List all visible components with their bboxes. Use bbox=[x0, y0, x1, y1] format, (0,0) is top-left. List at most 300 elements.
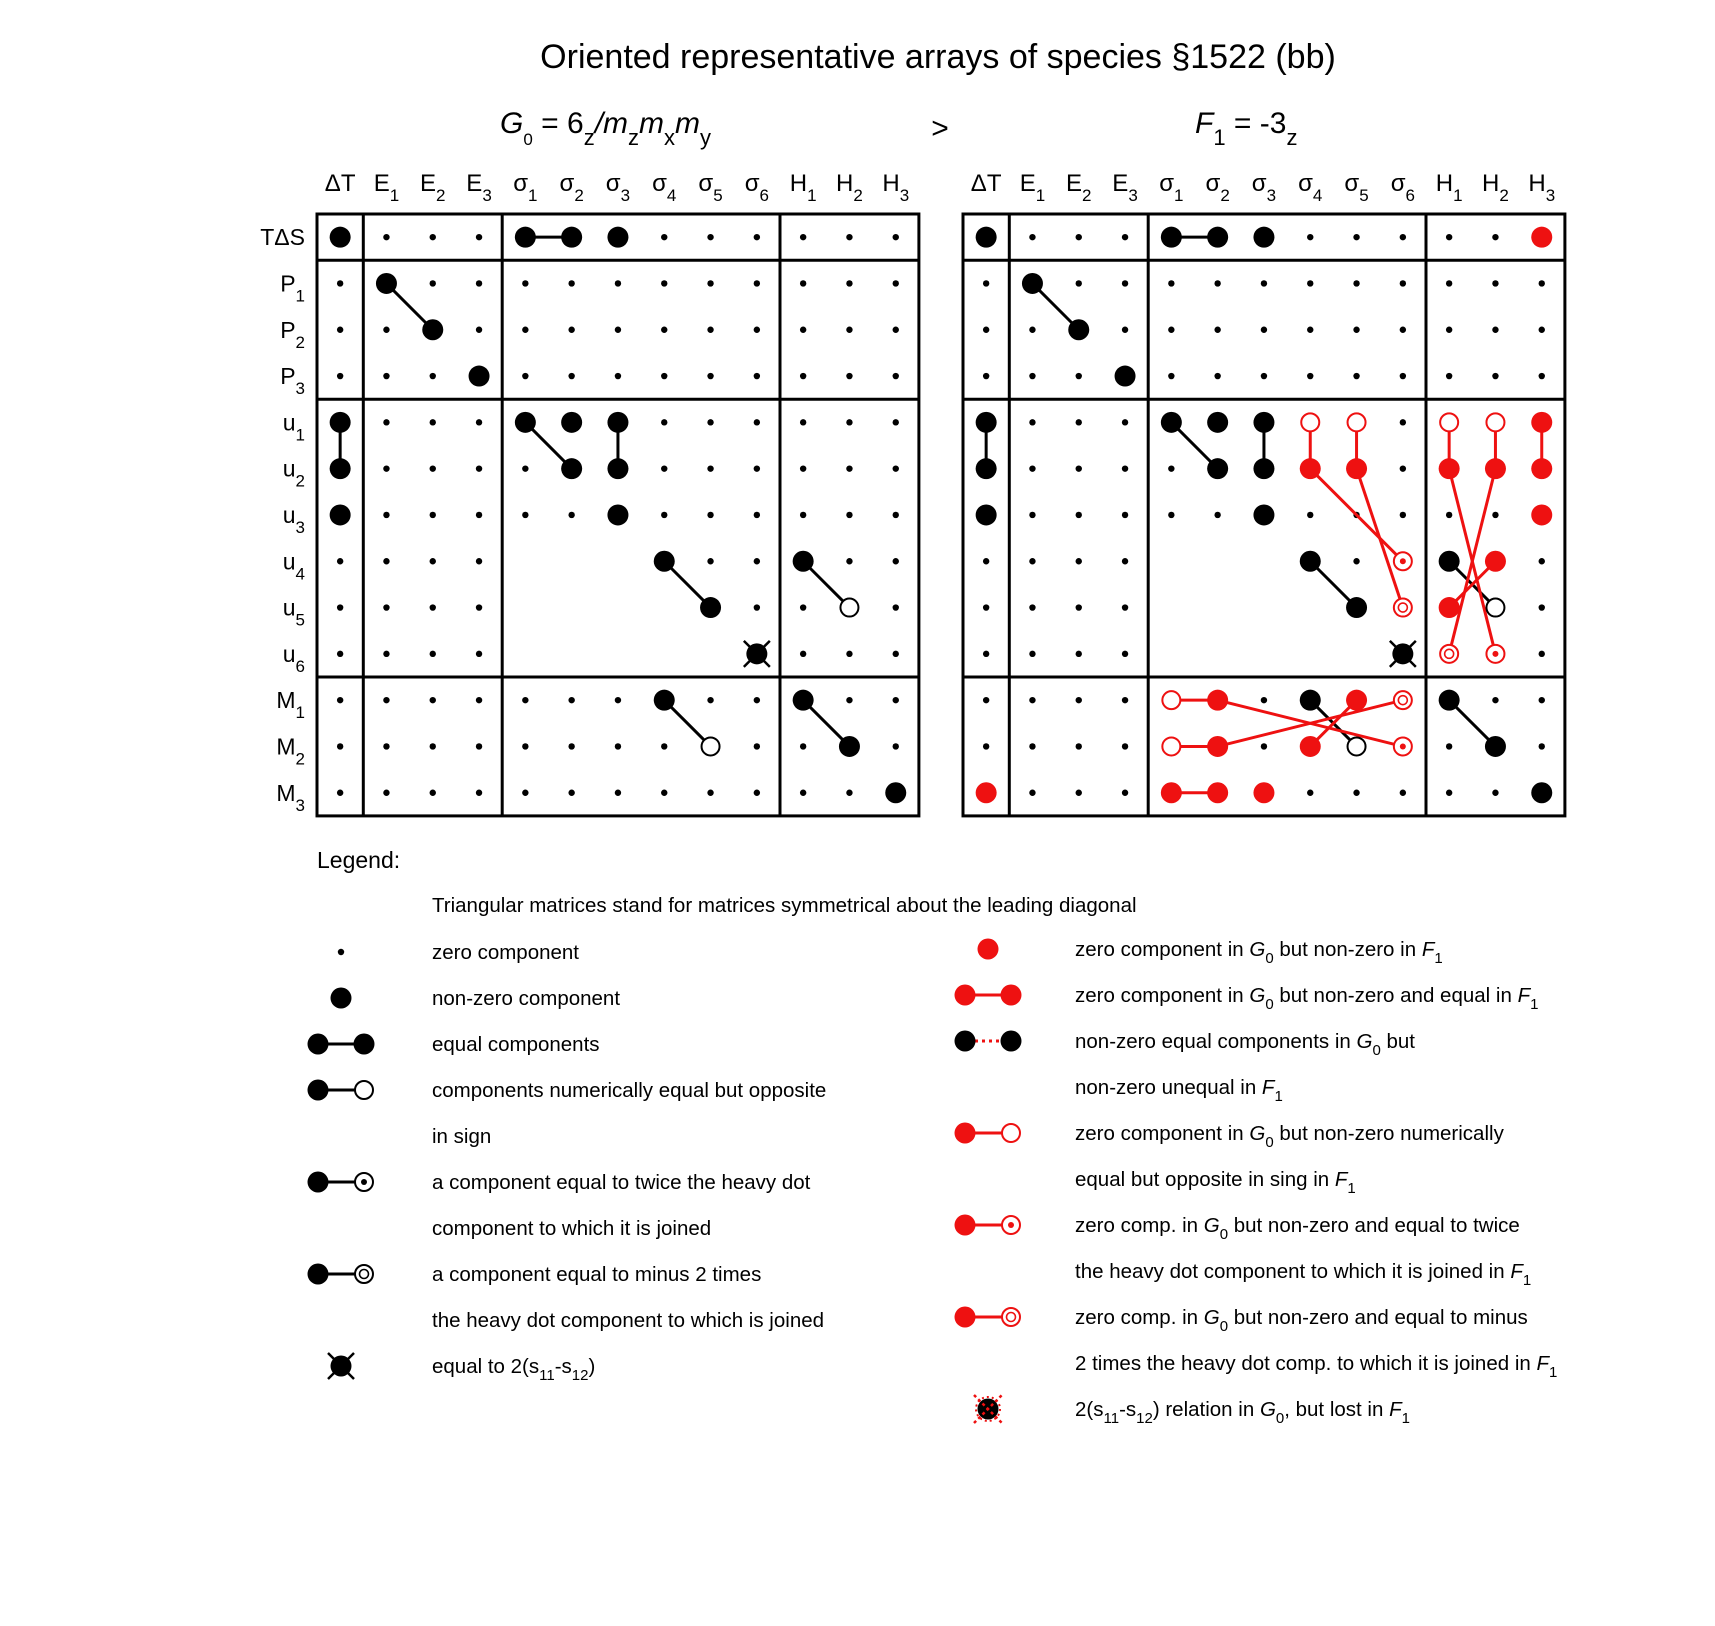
row-header-sub: 3 bbox=[295, 379, 305, 399]
nonzero-dot bbox=[515, 412, 536, 433]
red-nonzero-dot bbox=[976, 782, 997, 803]
heading-g-z2: z bbox=[628, 125, 640, 150]
zero-dot bbox=[800, 604, 806, 610]
zero-dot bbox=[476, 651, 482, 657]
zero-dot bbox=[1029, 465, 1035, 471]
column-header bbox=[698, 170, 722, 205]
zero-dot bbox=[1076, 419, 1082, 425]
nonzero-dot bbox=[793, 690, 814, 711]
zero-dot bbox=[522, 280, 528, 286]
column-header-base: σ bbox=[1298, 170, 1313, 197]
zero-dot bbox=[568, 743, 574, 749]
row-header-base: M bbox=[276, 687, 296, 714]
red-link bbox=[1357, 469, 1403, 608]
zero-dot bbox=[754, 280, 760, 286]
legend-line bbox=[1075, 1352, 1557, 1381]
legend-text: G bbox=[1259, 1398, 1276, 1421]
row-header-base: M bbox=[276, 779, 296, 806]
legend-subscript: 0 bbox=[1219, 1318, 1229, 1335]
legend-note: Triangular matrices stand for matrices symmetrical about the leading diagonal bbox=[432, 894, 1137, 917]
nonzero-dot bbox=[607, 458, 628, 479]
legend-line bbox=[1075, 1260, 1531, 1289]
zero-dot bbox=[476, 512, 482, 518]
zero-dot bbox=[1261, 743, 1267, 749]
legend-line bbox=[1075, 1306, 1528, 1335]
zero-dot bbox=[476, 743, 482, 749]
legend-text: s bbox=[1125, 1398, 1137, 1421]
legend-text: G bbox=[1249, 1122, 1266, 1145]
legend-text: s bbox=[561, 1355, 572, 1378]
zero-dot bbox=[1261, 697, 1267, 703]
zero-dot bbox=[522, 743, 528, 749]
nonzero-dot bbox=[330, 458, 351, 479]
row-header-base: u bbox=[282, 501, 296, 528]
nonzero-dot bbox=[330, 504, 351, 525]
legend bbox=[308, 847, 1558, 1427]
zero-dot bbox=[893, 558, 899, 564]
legend-text: G bbox=[1249, 984, 1266, 1007]
zero-dot bbox=[522, 512, 528, 518]
column-header bbox=[1020, 170, 1045, 205]
column-header bbox=[1112, 170, 1137, 205]
zero-dot bbox=[1168, 280, 1174, 286]
zero-dot bbox=[1029, 373, 1035, 379]
zero-dot bbox=[1029, 790, 1035, 796]
legend-text: s bbox=[528, 1355, 540, 1378]
red-twice-center bbox=[1400, 558, 1406, 564]
array-f1 bbox=[963, 170, 1565, 816]
column-header-base: σ bbox=[1205, 170, 1221, 197]
zero-dot bbox=[983, 558, 989, 564]
zero-dot bbox=[1076, 604, 1082, 610]
zero-dot bbox=[476, 327, 482, 333]
zero-dot bbox=[846, 790, 852, 796]
nonzero-dot bbox=[308, 1264, 329, 1285]
legend-text: equal components bbox=[432, 1033, 600, 1056]
zero-dot bbox=[1446, 327, 1452, 333]
zero-dot bbox=[800, 512, 806, 518]
row-header-sub: 4 bbox=[295, 564, 305, 584]
legend-item bbox=[328, 1353, 595, 1384]
zero-dot bbox=[754, 234, 760, 240]
column-header bbox=[652, 170, 676, 205]
legend-text: zero comp. in bbox=[1075, 1306, 1204, 1329]
legend-text: but non-zero numerically bbox=[1273, 1122, 1504, 1145]
nonzero-dot bbox=[308, 1080, 329, 1101]
legend-item bbox=[308, 1263, 825, 1332]
column-header-sub: 5 bbox=[1359, 186, 1369, 205]
nonzero-dot bbox=[976, 504, 997, 525]
zero-dot bbox=[615, 697, 621, 703]
zero-dot bbox=[430, 743, 436, 749]
legend-item bbox=[955, 984, 1539, 1013]
zero-dot bbox=[1122, 512, 1128, 518]
legend-text: zero component in bbox=[1075, 984, 1250, 1007]
legend-text: in sign bbox=[432, 1125, 492, 1148]
zero-dot bbox=[846, 512, 852, 518]
zero-dot bbox=[522, 697, 528, 703]
zero-dot bbox=[568, 790, 574, 796]
row-header-sub: 6 bbox=[295, 656, 305, 676]
heading-f-eq: = -3 bbox=[1225, 107, 1287, 140]
zero-dot bbox=[1076, 651, 1082, 657]
zero-dot bbox=[383, 373, 389, 379]
column-header bbox=[1528, 170, 1555, 205]
legend-text: non-zero unequal in bbox=[1075, 1076, 1262, 1099]
column-header bbox=[1206, 170, 1230, 205]
zero-dot bbox=[1400, 512, 1406, 518]
legend-text: non-zero equal components in bbox=[1075, 1030, 1357, 1053]
red-nonzero-dot bbox=[1207, 782, 1228, 803]
nonzero-dot bbox=[607, 227, 628, 248]
zero-dot bbox=[1492, 280, 1498, 286]
zero-dot bbox=[1307, 327, 1313, 333]
zero-dot bbox=[1400, 373, 1406, 379]
zero-dot bbox=[1122, 419, 1128, 425]
legend-text: zero comp. in bbox=[1075, 1214, 1204, 1237]
zero-dot bbox=[846, 280, 852, 286]
legend-text: F bbox=[1389, 1398, 1402, 1421]
zero-dot bbox=[1446, 280, 1452, 286]
zero-dot bbox=[800, 373, 806, 379]
legend-text: G bbox=[1203, 1306, 1220, 1329]
heading-g-x: x bbox=[664, 125, 676, 150]
column-header-sub: 6 bbox=[1405, 186, 1415, 205]
legend-line bbox=[432, 1355, 595, 1384]
zero-dot bbox=[430, 280, 436, 286]
legend-text: non-zero component bbox=[432, 987, 621, 1010]
red-nonzero-dot bbox=[1531, 227, 1552, 248]
zero-dot bbox=[1446, 234, 1452, 240]
column-header-sub: 1 bbox=[807, 186, 817, 205]
column-header-base: H bbox=[1528, 170, 1546, 197]
zero-dot bbox=[1122, 465, 1128, 471]
nonzero-dot bbox=[654, 551, 675, 572]
zero-dot bbox=[754, 790, 760, 796]
open-circle bbox=[1348, 737, 1366, 755]
legend-line bbox=[1075, 1030, 1415, 1059]
nonzero-dot bbox=[1253, 504, 1274, 525]
zero-dot bbox=[754, 697, 760, 703]
column-header-sub: 1 bbox=[1035, 186, 1046, 205]
nonzero-dot bbox=[1022, 273, 1043, 294]
zero-dot bbox=[707, 790, 713, 796]
column-header-sub: 3 bbox=[1266, 186, 1277, 205]
nonzero-dot bbox=[976, 412, 997, 433]
zero-dot bbox=[983, 697, 989, 703]
legend-line bbox=[1075, 984, 1538, 1013]
zero-dot bbox=[1214, 280, 1220, 286]
row-header bbox=[280, 363, 305, 398]
row-header-sub: 1 bbox=[295, 425, 305, 445]
zero-dot bbox=[383, 743, 389, 749]
zero-dot bbox=[846, 327, 852, 333]
row-header bbox=[276, 780, 305, 815]
red-nonzero-dot bbox=[1485, 551, 1506, 572]
zero-dot bbox=[661, 512, 667, 518]
column-header bbox=[745, 170, 769, 205]
column-header-sub: 3 bbox=[899, 186, 910, 205]
zero-dot bbox=[983, 743, 989, 749]
heading-f-sub: 1 bbox=[1213, 125, 1226, 150]
zero-dot bbox=[754, 373, 760, 379]
zero-dot bbox=[893, 512, 899, 518]
legend-subscript: 1 bbox=[1347, 1180, 1356, 1197]
column-header-base: σ bbox=[513, 170, 529, 197]
zero-dot bbox=[661, 280, 667, 286]
zero-dot bbox=[1076, 558, 1082, 564]
heading-g-sub: 0 bbox=[523, 130, 533, 149]
zero-dot bbox=[800, 465, 806, 471]
red-open-circle bbox=[1162, 691, 1180, 709]
legend-text: - bbox=[554, 1355, 562, 1378]
zero-dot bbox=[1261, 373, 1267, 379]
zero-dot bbox=[1214, 512, 1220, 518]
zero-dot bbox=[800, 419, 806, 425]
zero-dot bbox=[983, 604, 989, 610]
row-header-base: TΔS bbox=[260, 224, 305, 251]
nonzero-dot bbox=[1115, 366, 1136, 387]
zero-dot bbox=[1122, 604, 1128, 610]
zero-dot bbox=[661, 327, 667, 333]
zero-dot bbox=[476, 604, 482, 610]
legend-item bbox=[955, 1030, 1416, 1105]
red-nonzero-dot bbox=[955, 985, 976, 1006]
red-nonzero-dot bbox=[1531, 412, 1552, 433]
zero-dot bbox=[1539, 280, 1545, 286]
column-header bbox=[466, 170, 491, 205]
zero-dot bbox=[1492, 790, 1498, 796]
zero-dot bbox=[846, 234, 852, 240]
zero-dot bbox=[1400, 419, 1406, 425]
zero-dot bbox=[800, 327, 806, 333]
column-header bbox=[1391, 170, 1415, 205]
column-header-base: E bbox=[1112, 170, 1129, 197]
row-header bbox=[283, 409, 305, 444]
zero-dot bbox=[522, 327, 528, 333]
zero-dot bbox=[522, 465, 528, 471]
zero-dot bbox=[476, 419, 482, 425]
zero-dot bbox=[661, 373, 667, 379]
zero-dot bbox=[1400, 327, 1406, 333]
legend-subscript: 12 bbox=[571, 1367, 589, 1384]
nonzero-dot bbox=[1161, 227, 1182, 248]
nonzero-dot bbox=[1300, 551, 1321, 572]
zero-dot bbox=[707, 280, 713, 286]
nonzero-dot bbox=[793, 551, 814, 572]
column-header-sub: 3 bbox=[1128, 186, 1138, 205]
column-header-sub: 2 bbox=[1220, 186, 1230, 205]
relation-sign: > bbox=[931, 112, 949, 145]
zero-dot bbox=[661, 790, 667, 796]
nonzero-dot bbox=[1346, 597, 1367, 618]
zero-dot bbox=[1307, 373, 1313, 379]
zero-dot bbox=[383, 419, 389, 425]
zero-dot bbox=[1353, 280, 1359, 286]
column-header-base: σ bbox=[1390, 170, 1406, 197]
zero-dot bbox=[1122, 558, 1128, 564]
zero-dot bbox=[846, 373, 852, 379]
heading-f: F bbox=[1195, 107, 1214, 140]
zero-dot bbox=[661, 743, 667, 749]
legend-text: but bbox=[1380, 1030, 1415, 1053]
legend-text: components numerically equal but opposite bbox=[432, 1079, 827, 1102]
red-twice-center bbox=[1400, 743, 1406, 749]
nonzero-dot bbox=[469, 366, 490, 387]
zero-dot bbox=[568, 280, 574, 286]
column-header-base: E bbox=[1066, 170, 1083, 197]
column-header-sub: 2 bbox=[436, 186, 446, 205]
zero-dot bbox=[1539, 651, 1545, 657]
heading-f-z: z bbox=[1286, 125, 1298, 150]
zero-dot bbox=[846, 558, 852, 564]
column-header-sub: 3 bbox=[482, 186, 492, 205]
red-twice-center bbox=[1492, 651, 1498, 657]
legend-text: F bbox=[1510, 1260, 1523, 1283]
legend-line bbox=[1075, 938, 1443, 967]
column-header bbox=[836, 170, 863, 205]
zero-dot bbox=[846, 465, 852, 471]
zero-dot bbox=[846, 651, 852, 657]
zero-dot bbox=[1122, 651, 1128, 657]
nonzero-dot bbox=[1253, 227, 1274, 248]
zero-dot bbox=[1122, 327, 1128, 333]
column-header-sub: 3 bbox=[620, 186, 631, 205]
column-header-sub: 2 bbox=[853, 186, 863, 205]
nonzero-dot bbox=[1207, 412, 1228, 433]
zero-dot bbox=[1539, 697, 1545, 703]
column-header bbox=[374, 170, 399, 205]
zero-dot bbox=[800, 280, 806, 286]
column-header bbox=[790, 170, 817, 205]
zero-dot bbox=[1076, 373, 1082, 379]
zero-dot bbox=[337, 743, 343, 749]
zero-dot bbox=[1168, 373, 1174, 379]
legend-subscript: 0 bbox=[1275, 1410, 1285, 1427]
zero-dot bbox=[1353, 790, 1359, 796]
zero-dot bbox=[1400, 790, 1406, 796]
heading-g-y: y bbox=[700, 125, 712, 150]
legend-text: but non-zero and equal in bbox=[1273, 984, 1518, 1007]
zero-dot bbox=[1029, 743, 1035, 749]
legend-text: a component equal to minus 2 times bbox=[432, 1263, 762, 1286]
zero-dot bbox=[383, 512, 389, 518]
zero-dot bbox=[337, 790, 343, 796]
legend-text: 2 times the heavy dot comp. to which it is joined in bbox=[1075, 1352, 1537, 1375]
zero-dot bbox=[383, 790, 389, 796]
zero-dot bbox=[1492, 234, 1498, 240]
column-header bbox=[325, 170, 356, 197]
red-nonzero-dot bbox=[1346, 458, 1367, 479]
zero-dot bbox=[430, 465, 436, 471]
row-header-sub: 1 bbox=[295, 703, 305, 723]
legend-item bbox=[308, 1171, 811, 1240]
zero-dot bbox=[1214, 327, 1220, 333]
nonzero-dot bbox=[654, 690, 675, 711]
legend-subscript: 1 bbox=[1401, 1410, 1410, 1427]
red-nonzero-dot bbox=[978, 939, 999, 960]
nonzero-dot bbox=[700, 597, 721, 618]
row-header-sub: 5 bbox=[295, 610, 305, 630]
zero-dot bbox=[1307, 234, 1313, 240]
zero-dot bbox=[846, 419, 852, 425]
legend-line bbox=[1075, 1214, 1520, 1243]
diagram-title: Oriented representative arrays of species §1522 (bb) bbox=[540, 38, 1336, 76]
zero-dot bbox=[1168, 512, 1174, 518]
nonzero-dot bbox=[1068, 319, 1089, 340]
nonzero-dot bbox=[330, 227, 351, 248]
open-circle bbox=[840, 599, 858, 617]
legend-line bbox=[1075, 1122, 1505, 1151]
zero-dot bbox=[1400, 465, 1406, 471]
zero-dot bbox=[430, 604, 436, 610]
column-header-sub: 6 bbox=[759, 186, 769, 205]
zero-dot bbox=[893, 280, 899, 286]
column-header-base: σ bbox=[1159, 170, 1175, 197]
zero-dot bbox=[893, 651, 899, 657]
nonzero-dot bbox=[955, 1031, 976, 1052]
zero-dot bbox=[1076, 512, 1082, 518]
column-header-base: σ bbox=[1251, 170, 1267, 197]
zero-dot bbox=[983, 651, 989, 657]
zero-dot bbox=[1446, 373, 1452, 379]
zero-dot bbox=[337, 327, 343, 333]
zero-dot bbox=[1539, 327, 1545, 333]
red-open-circle bbox=[1440, 413, 1458, 431]
zero-dot bbox=[1122, 280, 1128, 286]
legend-text: a component equal to twice the heavy dot bbox=[432, 1171, 811, 1194]
zero-dot bbox=[430, 234, 436, 240]
legend-subscript: 0 bbox=[1265, 1134, 1274, 1151]
zero-dot bbox=[707, 512, 713, 518]
column-header bbox=[560, 170, 584, 205]
zero-dot bbox=[1029, 327, 1035, 333]
zero-dot bbox=[337, 651, 343, 657]
column-header-base: E bbox=[1019, 170, 1036, 197]
zero-dot bbox=[1076, 465, 1082, 471]
nonzero-dot bbox=[308, 1172, 329, 1193]
zero-dot bbox=[1400, 234, 1406, 240]
row-header bbox=[283, 456, 305, 491]
legend-line bbox=[432, 1171, 811, 1194]
column-header bbox=[1298, 170, 1322, 205]
zero-dot bbox=[383, 327, 389, 333]
heading-g-m2: m bbox=[639, 107, 665, 140]
zero-dot bbox=[754, 604, 760, 610]
column-header-sub: 1 bbox=[1174, 186, 1184, 205]
column-header-sub: 2 bbox=[1082, 186, 1092, 205]
legend-subscript: 11 bbox=[539, 1367, 555, 1384]
zero-dot bbox=[1539, 604, 1545, 610]
zero-dot bbox=[1446, 512, 1452, 518]
legend-line bbox=[432, 1033, 600, 1056]
red-nonzero-dot bbox=[1253, 782, 1274, 803]
column-header bbox=[1252, 170, 1276, 205]
nonzero-dot bbox=[561, 458, 582, 479]
zero-dot bbox=[707, 234, 713, 240]
legend-line bbox=[432, 941, 579, 964]
zero-dot bbox=[383, 465, 389, 471]
nonzero-dot bbox=[1439, 690, 1460, 711]
zero-dot bbox=[1029, 697, 1035, 703]
column-header bbox=[420, 170, 445, 205]
row-header bbox=[260, 224, 305, 250]
nonzero-dot bbox=[607, 504, 628, 525]
column-header-base: H bbox=[836, 170, 854, 197]
legend-text: zero component in bbox=[1075, 1122, 1250, 1145]
nonzero-dot bbox=[1207, 458, 1228, 479]
column-header-sub: 4 bbox=[666, 186, 677, 205]
